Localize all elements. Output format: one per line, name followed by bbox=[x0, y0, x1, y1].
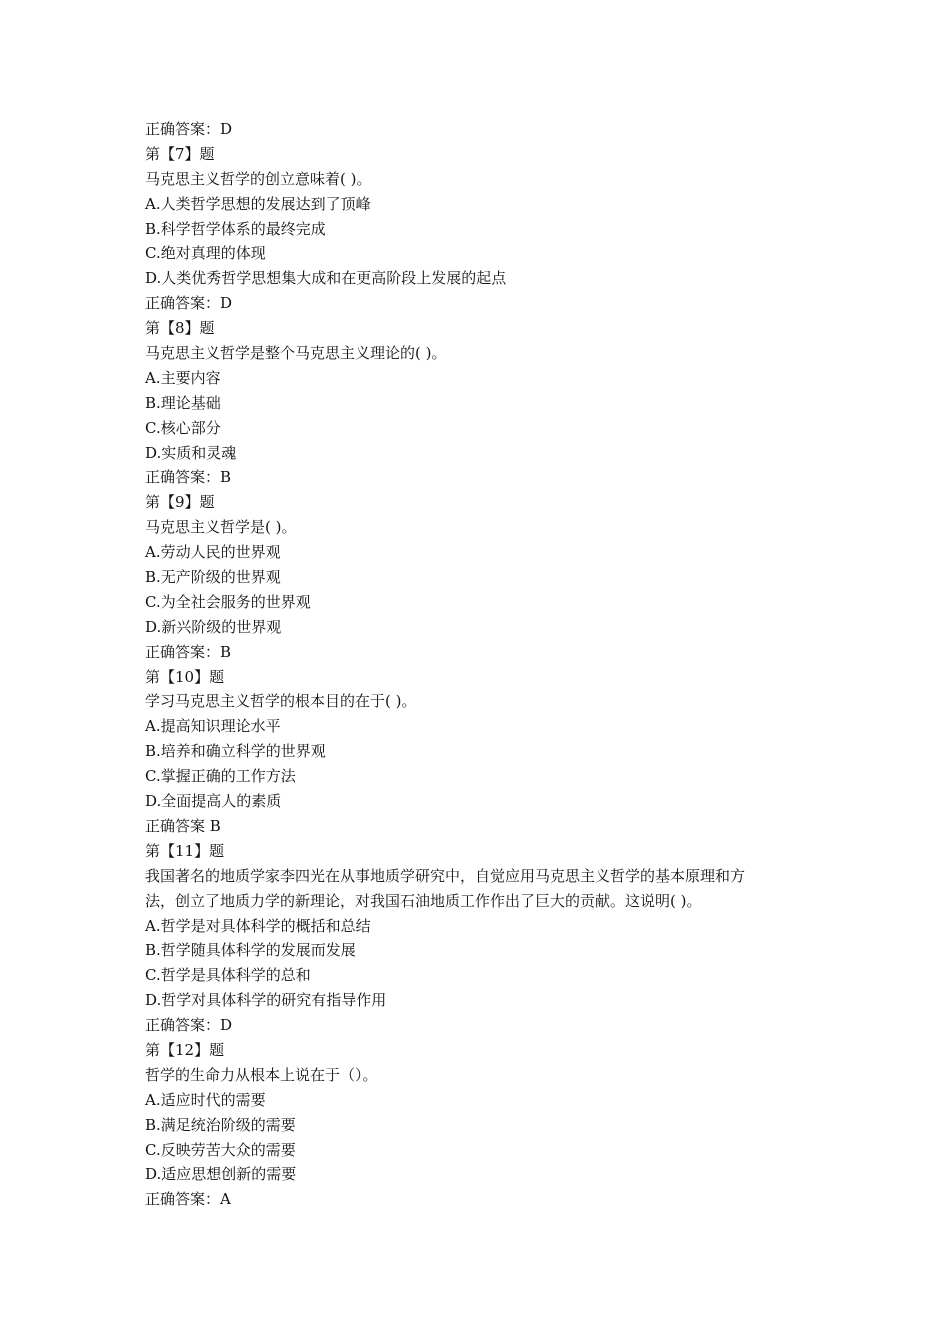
option-d: D.实质和灵魂 bbox=[145, 443, 237, 462]
option-b: B.哲学随具体科学的发展而发展 bbox=[145, 941, 356, 960]
option-d: D.全面提高人的素质 bbox=[145, 792, 282, 811]
option-c: C.哲学是具体科学的总和 bbox=[145, 966, 311, 985]
option-d: D.新兴阶级的世界观 bbox=[145, 617, 282, 636]
option-d: D.人类优秀哲学思想集大成和在更高阶段上发展的起点 bbox=[145, 269, 507, 288]
option-a: A.提高知识理论水平 bbox=[145, 717, 281, 736]
question-text: 学习马克思主义哲学的根本目的在于( )。 bbox=[145, 692, 417, 711]
question-number: 第【10】题 bbox=[145, 667, 225, 686]
question-text: 哲学的生命力从根本上说在于（）。 bbox=[145, 1065, 378, 1084]
option-a: A.适应时代的需要 bbox=[145, 1090, 266, 1109]
option-b: B.满足统治阶级的需要 bbox=[145, 1115, 296, 1134]
question-number: 第【11】题 bbox=[145, 841, 225, 860]
option-c: C.掌握正确的工作方法 bbox=[145, 767, 296, 786]
question-text: 我国著名的地质学家李四光在从事地质学研究中，自觉应用马克思主义哲学的基本原理和方 bbox=[145, 866, 746, 885]
option-c: C.为全社会服务的世界观 bbox=[145, 592, 311, 611]
option-b: B.理论基础 bbox=[145, 393, 221, 412]
answer-line: 正确答案：D bbox=[145, 120, 233, 138]
option-c: C.核心部分 bbox=[145, 418, 221, 437]
answer-line: 正确答案：B bbox=[145, 642, 232, 661]
answer-line: 正确答案：B bbox=[145, 468, 232, 487]
answer-line: 正确答案：D bbox=[145, 1016, 233, 1035]
question-number: 第【9】题 bbox=[145, 493, 215, 512]
question-text-continued: 法，创立了地质力学的新理论，对我国石油地质工作作出了巨大的贡献。这说明( )。 bbox=[145, 891, 702, 910]
document-page bbox=[145, 117, 815, 1212]
option-b: B.无产阶级的世界观 bbox=[145, 568, 281, 587]
option-b: B.科学哲学体系的最终完成 bbox=[145, 219, 326, 238]
option-c: C.反映劳苦大众的需要 bbox=[145, 1140, 296, 1159]
question-text: 马克思主义哲学是( )。 bbox=[145, 518, 297, 537]
option-a: A.劳动人民的世界观 bbox=[145, 543, 281, 562]
option-b: B.培养和确立科学的世界观 bbox=[145, 742, 326, 761]
question-text: 马克思主义哲学的创立意味着( )。 bbox=[145, 169, 372, 188]
answer-line: 正确答案 B bbox=[145, 816, 221, 835]
option-a: A.主要内容 bbox=[145, 368, 221, 387]
option-d: D.哲学对具体科学的研究有指导作用 bbox=[145, 991, 387, 1010]
question-number: 第【12】题 bbox=[145, 1040, 225, 1059]
option-a: A.哲学是对具体科学的概括和总结 bbox=[145, 916, 371, 935]
answer-line: 正确答案：A bbox=[145, 1190, 231, 1209]
option-a: A.人类哲学思想的发展达到了顶峰 bbox=[145, 194, 371, 213]
question-number: 第【8】题 bbox=[145, 319, 215, 338]
answer-line: 正确答案：D bbox=[145, 294, 233, 313]
option-d: D.适应思想创新的需要 bbox=[145, 1165, 297, 1184]
question-number: 第【7】题 bbox=[145, 144, 215, 163]
question-text: 马克思主义哲学是整个马克思主义理论的( )。 bbox=[145, 344, 447, 363]
option-c: C.绝对真理的体现 bbox=[145, 244, 266, 263]
